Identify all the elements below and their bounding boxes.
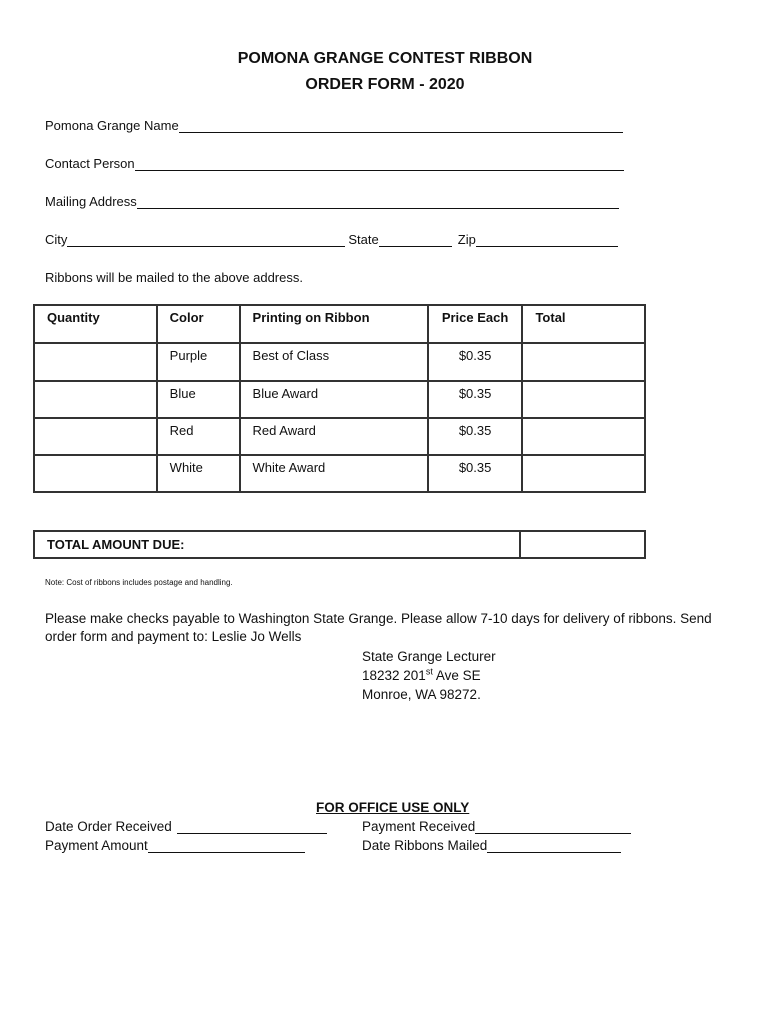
- table-row: [34, 455, 645, 492]
- printing-cell: Blue Award: [240, 381, 428, 418]
- mail-note: Ribbons will be mailed to the above address.: [45, 270, 303, 285]
- date-received-label: Date Order Received: [45, 819, 172, 834]
- quantity-cell[interactable]: [34, 418, 157, 455]
- table-row: [34, 418, 645, 455]
- total-cell[interactable]: [522, 455, 645, 492]
- date-mailed-field: [362, 838, 621, 853]
- total-amount-label: TOTAL AMOUNT DUE:: [34, 531, 520, 558]
- city-line[interactable]: [67, 233, 345, 247]
- color-cell: Red: [157, 418, 240, 455]
- zip-label: Zip: [457, 232, 476, 247]
- payment-received-label: Payment Received: [362, 819, 476, 834]
- payment-received-field: [362, 819, 631, 834]
- payment-received-line[interactable]: [475, 820, 631, 834]
- zip-line[interactable]: [476, 233, 618, 247]
- address-city: Monroe, WA 98272.: [362, 687, 481, 702]
- address-number: 18232 201: [362, 668, 426, 683]
- price-cell: $0.35: [428, 418, 523, 455]
- state-label: State: [348, 232, 379, 247]
- contact-person-line[interactable]: [135, 157, 624, 171]
- instructions-line2: order form and payment to: Leslie Jo Wells: [45, 629, 302, 644]
- mailing-address-line[interactable]: [137, 195, 619, 209]
- office-use-heading: FOR OFFICE USE ONLY: [316, 800, 470, 815]
- header-color: Color: [157, 305, 240, 343]
- table-header-row: [34, 305, 645, 343]
- printing-cell: White Award: [240, 455, 428, 492]
- city-state-zip-field: [45, 232, 618, 247]
- address-street-name: Ave SE: [432, 668, 481, 683]
- date-received-field: [45, 819, 327, 834]
- date-mailed-line[interactable]: [487, 839, 621, 853]
- payment-amount-field: [45, 838, 305, 853]
- mailing-address-label: Mailing Address: [45, 194, 137, 209]
- mailing-address-field: [45, 194, 619, 209]
- printing-cell: Best of Class: [240, 343, 428, 381]
- price-cell: $0.35: [428, 343, 523, 381]
- total-amount-cell[interactable]: [520, 531, 645, 558]
- cost-note: Note: Cost of ribbons includes postage and handling.: [45, 578, 233, 587]
- total-cell[interactable]: [522, 343, 645, 381]
- color-cell: Blue: [157, 381, 240, 418]
- grange-name-line[interactable]: [179, 119, 623, 133]
- header-price: Price Each: [428, 305, 523, 343]
- address-suffix: st: [425, 666, 433, 677]
- color-cell: Purple: [157, 343, 240, 381]
- city-label: City: [45, 232, 68, 247]
- table-row: [34, 343, 645, 381]
- total-cell[interactable]: [522, 381, 645, 418]
- header-printing: Printing on Ribbon: [240, 305, 428, 343]
- total-cell[interactable]: [522, 418, 645, 455]
- header-total: Total: [522, 305, 645, 343]
- form-title-line2: ORDER FORM - 2020: [305, 76, 465, 93]
- header-quantity: Quantity: [34, 305, 157, 343]
- quantity-cell[interactable]: [34, 343, 157, 381]
- form-title-line1: POMONA GRANGE CONTEST RIBBON: [237, 50, 533, 67]
- color-cell: White: [157, 455, 240, 492]
- date-received-line[interactable]: [177, 820, 327, 834]
- grange-name-field: [45, 118, 623, 133]
- price-cell: $0.35: [428, 455, 523, 492]
- contact-person-field: [45, 156, 624, 171]
- quantity-cell[interactable]: [34, 381, 157, 418]
- payment-amount-label: Payment Amount: [45, 838, 148, 853]
- price-cell: $0.35: [428, 381, 523, 418]
- address-title: State Grange Lecturer: [362, 649, 496, 664]
- address-street: [362, 667, 481, 685]
- state-line[interactable]: [379, 233, 452, 247]
- quantity-cell[interactable]: [34, 455, 157, 492]
- table-row: [34, 381, 645, 418]
- total-amount-table: [33, 530, 646, 559]
- printing-cell: Red Award: [240, 418, 428, 455]
- payment-amount-line[interactable]: [148, 839, 305, 853]
- contact-person-label: Contact Person: [45, 156, 135, 171]
- ribbon-order-table: [33, 304, 646, 493]
- grange-name-label: Pomona Grange Name: [45, 118, 179, 133]
- date-mailed-label: Date Ribbons Mailed: [362, 838, 488, 853]
- instructions-line1: Please make checks payable to Washington State Grange. Please allow 7-10 days for delivery of ribbons. Send: [45, 611, 712, 626]
